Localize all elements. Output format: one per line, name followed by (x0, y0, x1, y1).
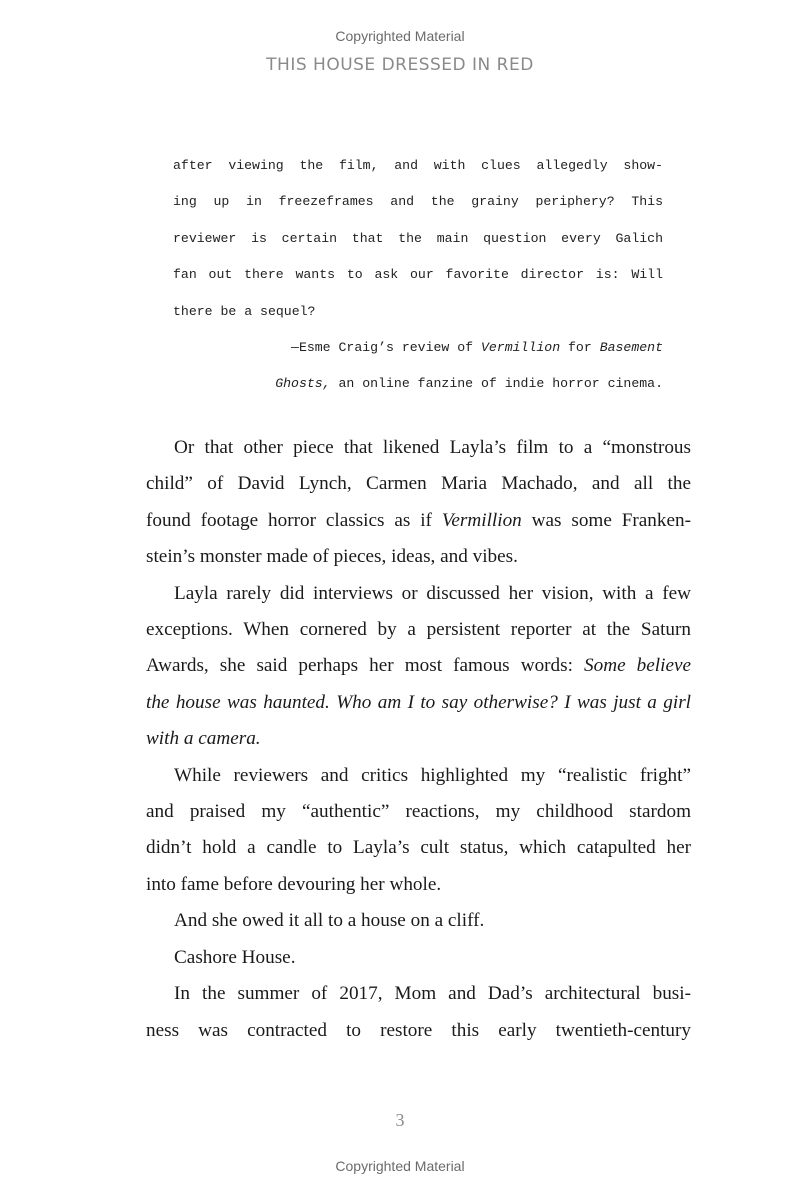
body-line: child” of David Lynch, Carmen Maria Machado, and all the (146, 473, 691, 495)
epigraph-line: ing up in freezeframes and the grainy periphery? This (173, 194, 663, 210)
body-line: into fame before devouring her whole. (146, 873, 442, 895)
attribution-film-title: Vermillion (480, 340, 561, 356)
epigraph-attribution-cont (173, 366, 663, 402)
body-line (146, 721, 691, 757)
attribution-mid: for (560, 340, 600, 356)
body-line: While reviewers and critics highlighted my “realistic fright” (174, 764, 691, 786)
body-line: In the summer of 2017, Mom and Dad’s architectural busi- (174, 983, 691, 1005)
body-line: Cashore House. (174, 946, 296, 968)
epigraph-attribution (173, 330, 663, 366)
quote-italic: with a camera. (146, 728, 261, 750)
epigraph-line: after viewing the film, and with clues allegedly show- (173, 158, 663, 173)
body-text-run: found footage horror classics as if (146, 509, 442, 531)
epigraph (173, 148, 663, 403)
body-text (146, 430, 691, 1049)
body-line: didn’t hold a candle to Layla’s cult status, which catapulted her (146, 837, 691, 859)
body-text-run: was some Franken- (521, 509, 691, 531)
running-head: THIS HOUSE DRESSED IN RED (266, 55, 534, 75)
attribution-prefix: —Esme Craig’s review of (291, 340, 481, 356)
quote-italic: Some believe (584, 655, 691, 677)
body-line: Layla rarely did interviews or discussed her vision, with a few (174, 582, 691, 604)
body-line: exceptions. When cornered by a persistent reporter at the Saturn (146, 619, 691, 641)
attribution-outlet-part2: Ghosts, (275, 376, 331, 392)
epigraph-line: fan out there wants to ask our favorite director is: Will (173, 267, 663, 283)
body-line (146, 648, 691, 684)
body-line: and praised my “authentic” reactions, my childhood stardom (146, 801, 691, 823)
epigraph-line: there be a sequel? (173, 303, 316, 319)
body-text-run: Awards, she said perhaps her most famous words: (146, 655, 585, 677)
body-line: ness was contracted to restore this early twentieth-century (146, 1019, 691, 1041)
body-line (146, 685, 691, 721)
page-number: 3 (395, 1110, 405, 1130)
film-title-italic: Vermillion (441, 509, 522, 531)
copyright-watermark-top: Copyrighted Material (335, 28, 465, 44)
attribution-outlet-part1: Basement (599, 340, 663, 356)
body-line: stein’s monster made of pieces, ideas, and vibes. (146, 546, 518, 568)
attribution-suffix: an online fanzine of indie horror cinema. (330, 376, 663, 392)
epigraph-line: reviewer is certain that the main question every Galich (173, 230, 663, 246)
quote-italic: the house was haunted. Who am I to say otherwise? I was just a girl (146, 691, 691, 713)
copyright-watermark-bottom: Copyrighted Material (335, 1158, 465, 1174)
body-line: Or that other piece that likened Layla’s film to a “monstrous (174, 437, 691, 458)
body-line: And she owed it all to a house on a cliff. (174, 910, 485, 932)
body-line (146, 503, 691, 539)
